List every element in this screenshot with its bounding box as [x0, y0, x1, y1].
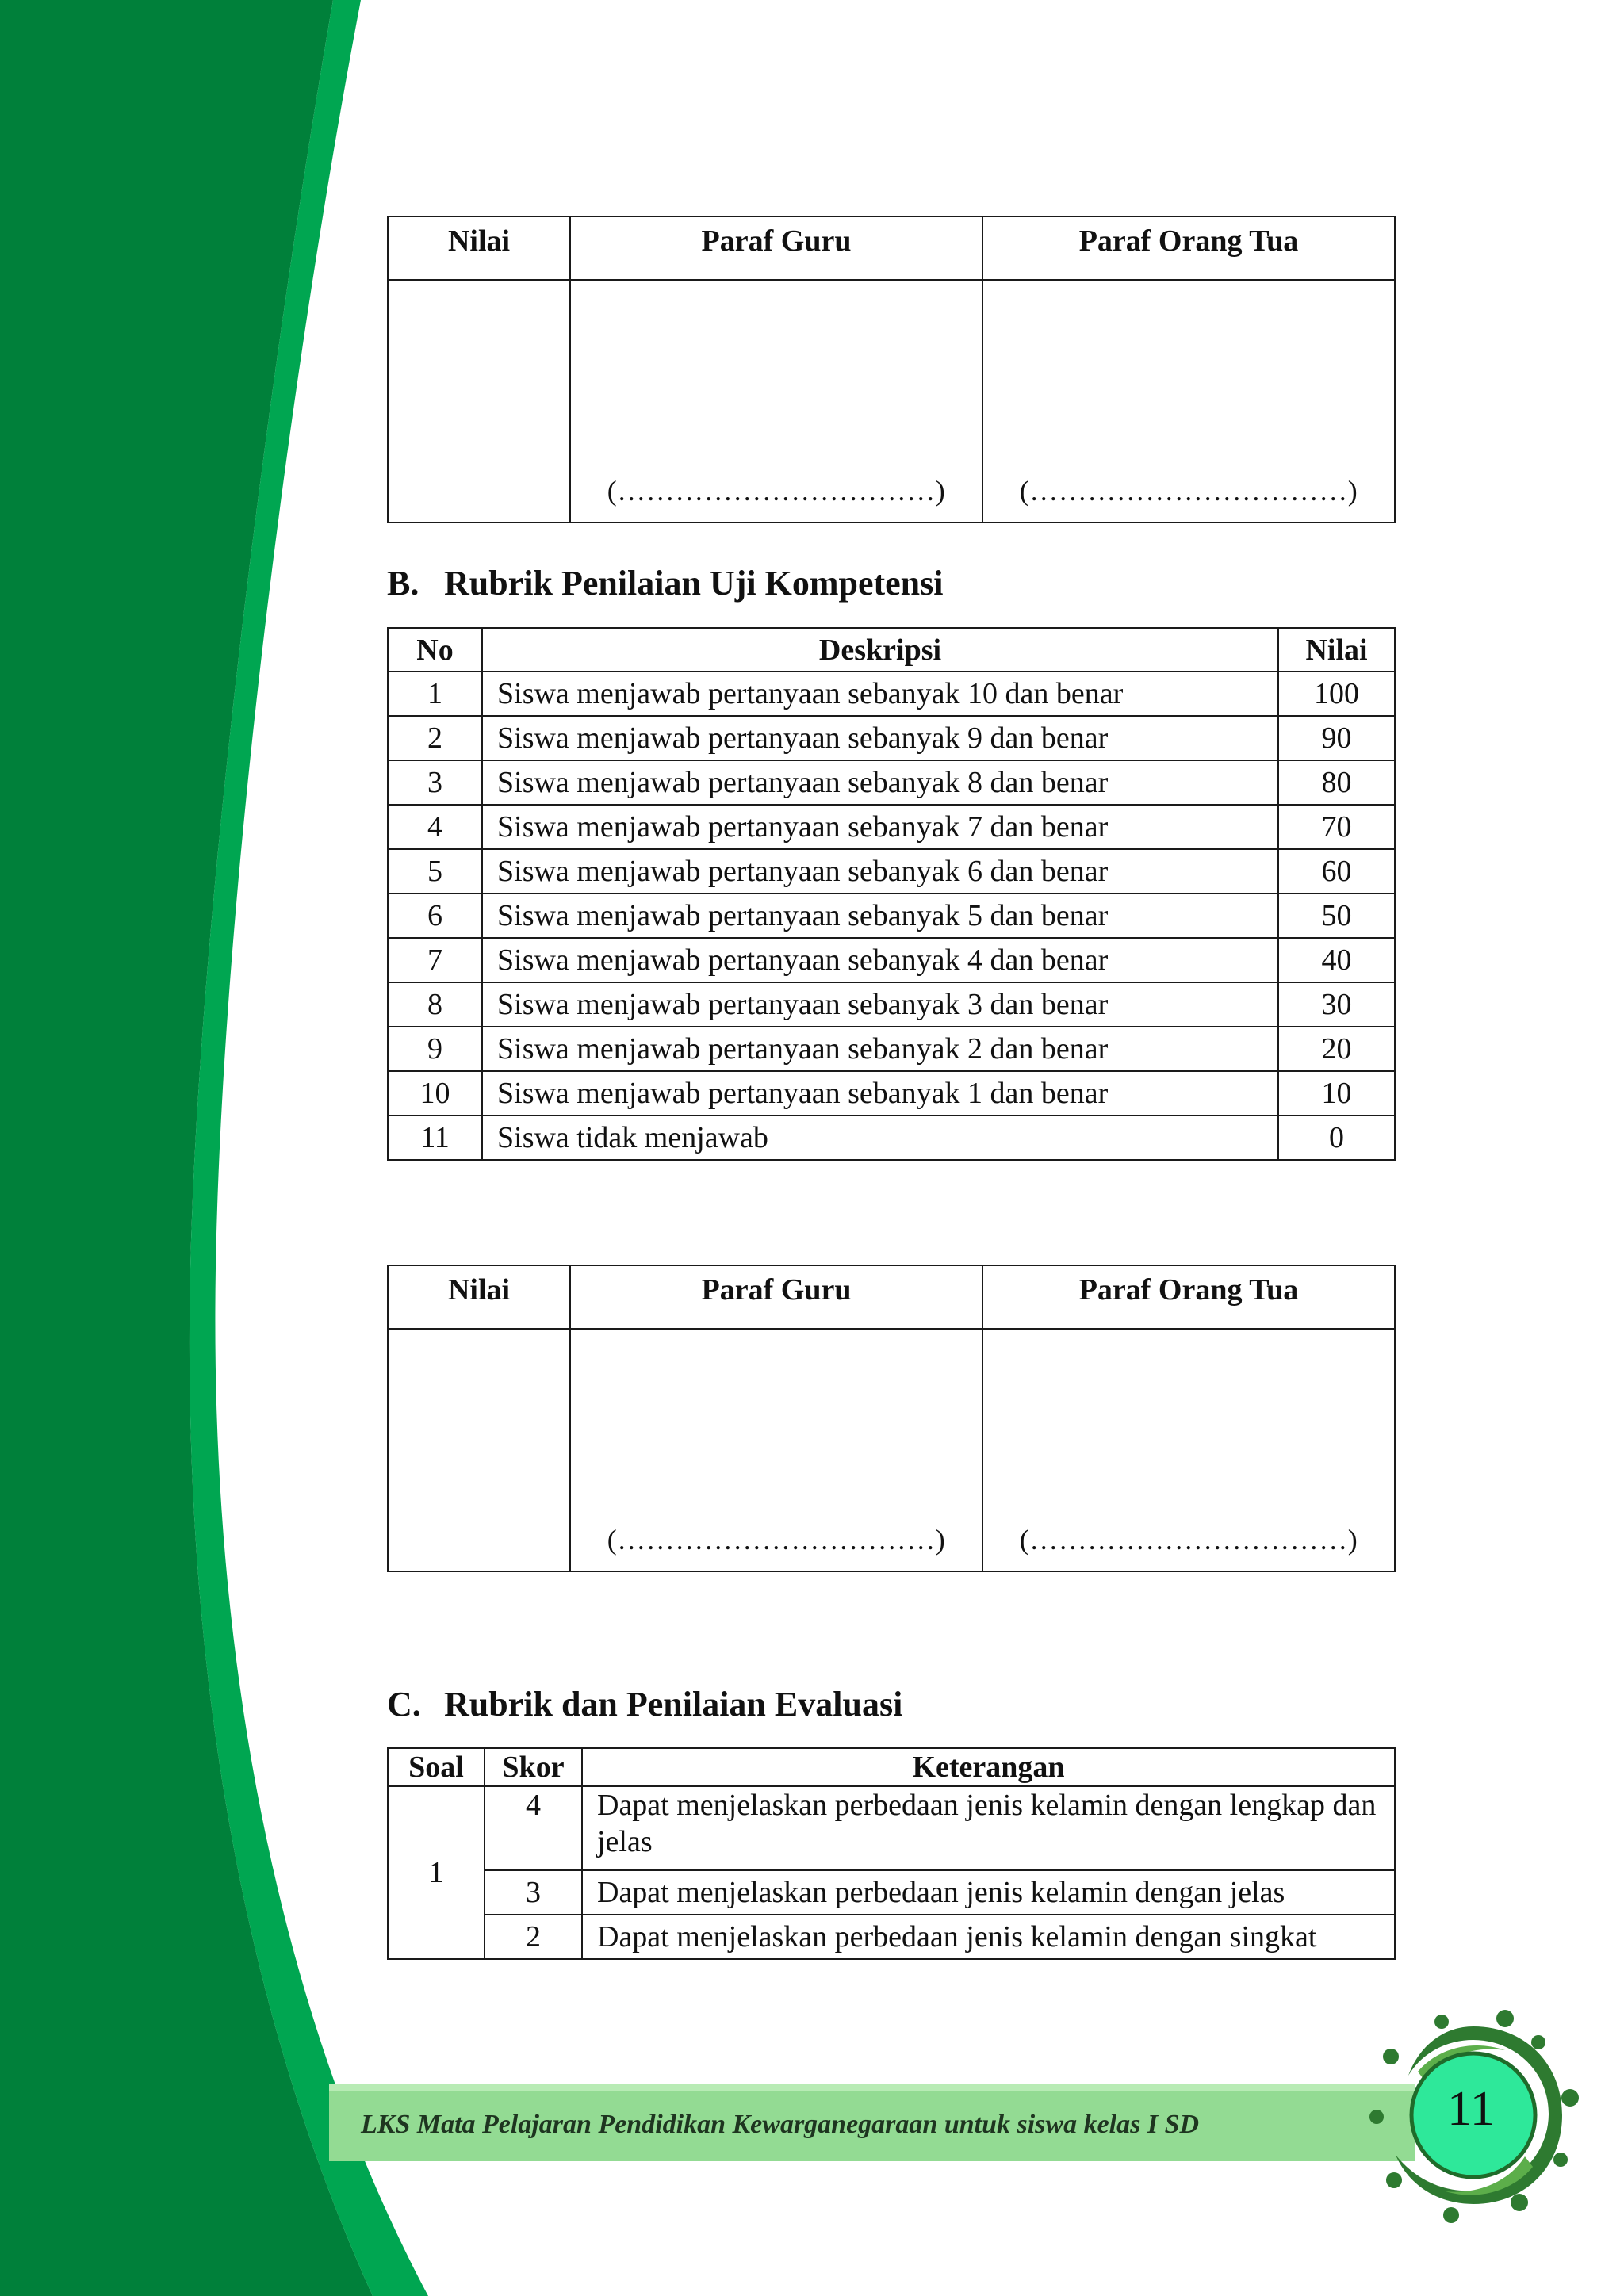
row-keterangan: Dapat menjelaskan perbedaan jenis kelamin dengan singkat: [582, 1915, 1395, 1959]
section-letter: C.: [387, 1685, 421, 1724]
section-title: Rubrik Penilaian Uji Kompetensi: [444, 564, 944, 603]
table-row: [388, 894, 1395, 938]
header-no: No: [388, 628, 482, 672]
row-no: 4: [388, 805, 482, 849]
row-skor: 3: [485, 1870, 582, 1915]
table-row: [388, 672, 1395, 716]
row-description: Siswa menjawab pertanyaan sebanyak 8 dan benar: [482, 760, 1278, 805]
row-no: 10: [388, 1071, 482, 1115]
row-no: 8: [388, 982, 482, 1027]
row-nilai: 50: [1278, 894, 1395, 938]
header-nilai: Nilai: [1278, 628, 1395, 672]
paraf-orang-tua-cell[interactable]: (……………………………): [982, 1329, 1395, 1571]
header-paraf-orang-tua: Paraf Orang Tua: [982, 216, 1395, 280]
header-soal: Soal: [388, 1748, 485, 1786]
row-no: 9: [388, 1027, 482, 1071]
row-nilai: 20: [1278, 1027, 1395, 1071]
row-no: 6: [388, 894, 482, 938]
row-nilai: 100: [1278, 672, 1395, 716]
section-letter: B.: [387, 564, 419, 603]
header-deskripsi: Deskripsi: [482, 628, 1278, 672]
row-description: Siswa menjawab pertanyaan sebanyak 3 dan benar: [482, 982, 1278, 1027]
header-paraf-guru: Paraf Guru: [570, 216, 982, 280]
table-row: [388, 849, 1395, 894]
row-no: 2: [388, 716, 482, 760]
dark-green-band: [0, 0, 373, 2296]
row-nilai: 80: [1278, 760, 1395, 805]
soal-number: 1: [388, 1786, 485, 1959]
row-no: 5: [388, 849, 482, 894]
row-keterangan: Dapat menjelaskan perbedaan jenis kelamin dengan lengkap dan jelas: [582, 1786, 1395, 1870]
table-row: [388, 1786, 1395, 1870]
row-description: Siswa menjawab pertanyaan sebanyak 5 dan benar: [482, 894, 1278, 938]
row-nilai: 60: [1278, 849, 1395, 894]
row-nilai: 40: [1278, 938, 1395, 982]
row-description: Siswa menjawab pertanyaan sebanyak 1 dan benar: [482, 1071, 1278, 1115]
table-row: [388, 982, 1395, 1027]
footer-bar-highlight: [329, 2084, 1415, 2091]
section-heading-b: [387, 563, 944, 603]
row-nilai: 90: [1278, 716, 1395, 760]
table-row: [388, 938, 1395, 982]
header-keterangan: Keterangan: [582, 1748, 1395, 1786]
nilai-cell[interactable]: [388, 280, 570, 522]
row-keterangan: Dapat menjelaskan perbedaan jenis kelamin dengan jelas: [582, 1870, 1395, 1915]
signature-table: [387, 1265, 1396, 1572]
row-description: Siswa menjawab pertanyaan sebanyak 6 dan benar: [482, 849, 1278, 894]
row-nilai: 30: [1278, 982, 1395, 1027]
row-nilai: 70: [1278, 805, 1395, 849]
table-row: [388, 1027, 1395, 1071]
row-no: 7: [388, 938, 482, 982]
table-row: [388, 1915, 1395, 1959]
header-paraf-orang-tua: Paraf Orang Tua: [982, 1265, 1395, 1329]
table-row: [388, 805, 1395, 849]
row-no: 1: [388, 672, 482, 716]
row-nilai: 10: [1278, 1071, 1395, 1115]
row-nilai: 0: [1278, 1115, 1395, 1160]
row-skor: 4: [485, 1786, 582, 1870]
paraf-orang-tua-cell[interactable]: (……………………………): [982, 280, 1395, 522]
row-description: Siswa menjawab pertanyaan sebanyak 2 dan benar: [482, 1027, 1278, 1071]
row-description: Siswa menjawab pertanyaan sebanyak 4 dan benar: [482, 938, 1278, 982]
row-description: Siswa tidak menjawab: [482, 1115, 1278, 1160]
footer-caption: LKS Mata Pelajaran Pendidikan Kewarganegaraan untuk siswa kelas I SD: [361, 2110, 1200, 2139]
row-no: 11: [388, 1115, 482, 1160]
nilai-cell[interactable]: [388, 1329, 570, 1571]
header-paraf-guru: Paraf Guru: [570, 1265, 982, 1329]
table-row: [388, 1115, 1395, 1160]
header-nilai: Nilai: [388, 1265, 570, 1329]
evaluation-table: [387, 1747, 1396, 1960]
paraf-guru-cell[interactable]: (……………………………): [570, 280, 982, 522]
rubric-table: [387, 627, 1396, 1161]
row-description: Siswa menjawab pertanyaan sebanyak 9 dan benar: [482, 716, 1278, 760]
row-description: Siswa menjawab pertanyaan sebanyak 10 dan benar: [482, 672, 1278, 716]
row-description: Siswa menjawab pertanyaan sebanyak 7 dan benar: [482, 805, 1278, 849]
table-row: [388, 760, 1395, 805]
page-number: 11: [1447, 2082, 1495, 2136]
header-skor: Skor: [485, 1748, 582, 1786]
row-skor: 2: [485, 1915, 582, 1959]
table-row: [388, 1870, 1395, 1915]
section-heading-c: [387, 1684, 902, 1724]
table-row: [388, 716, 1395, 760]
header-nilai: Nilai: [388, 216, 570, 280]
row-no: 3: [388, 760, 482, 805]
table-row: [388, 1071, 1395, 1115]
signature-table: [387, 216, 1396, 523]
paraf-guru-cell[interactable]: (……………………………): [570, 1329, 982, 1571]
section-title: Rubrik dan Penilaian Evaluasi: [444, 1685, 903, 1724]
